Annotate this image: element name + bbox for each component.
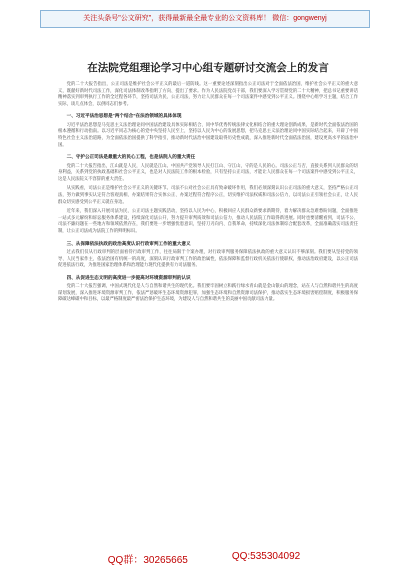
document-title: 在法院党组理论学习中心组专题研讨交流会上的发言	[87, 62, 329, 74]
section-heading: 一、习近平法治思想是“两个结合”在法治领域的具体体现	[66, 113, 182, 119]
paragraph: 党的二十大报告强调，中国式现代化是人与自然和谐共生的现代化。我们要牢固树立和践行绿水青山就是金山银山的理念，站在人与自然和谐共生的高度谋划发展，深入推进环境资源审判工作，依法严惩破坏生态环境资源犯罪，加强生态环境和自然资源司法保护，推动落实生态环境损害赔偿制度，积极服务保障碳达峰碳中和目标，以最严格制度最严密法治保护生态环境，为建设人与自然和谐共生的美丽中国贡献司法力量。	[58, 284, 358, 303]
document-page	[58, 60, 358, 307]
paragraph: 习近平法治思想是马克思主义法治理论同中国法治建设具体实际相结合、同中华优秀传统法律文化相结合的重大理论创新成果，是新时代全面依法治国的根本遵循和行动指南。以习近平同志为核心的党中央坚持人民至上，坚持以人民为中心的发展思想，把马克思主义法治理论同中国实际结合起来，开辟了中国特色社会主义法治道路，为全面依法治国提供了科学指引，推动新时代法治中国建设取得历史性成就，深入推进新时代全面依法治国，建设更高水平的法治中国。	[58, 122, 358, 148]
document-body	[58, 82, 358, 304]
section-heading: 三、从保障依法执政的政治高度认识行政审判工作的重大意义	[66, 240, 191, 246]
section-heading: 四、从促进生态文明的高度进一步提高对环境资源审判的认识	[66, 274, 191, 280]
section-heading: 二、守护公正司法是最重大的民心工程，也是法院人的重大责任	[66, 154, 196, 160]
footer-qq-group: QQ群：30265665	[107, 555, 188, 566]
paragraph: 党的二十大报告指出，公正司法是维护社会公平正义的最后一道防线。这一重要论述深刻指出公正司法对于全面依法治国、维护社会公平正义的重大意义，既献好新时代司法工作，深化司法体制改革指明了方向、提出了要求。作为人民法院党员干部，我们要深入学习贯彻党的二十大精神，把总书记重要讲话精神落实到审判执行工作的全过程各环节，坚持司法为民、公正司法，努力让人民群众在每一个司法案件中感受到公平正义。围绕中心组学习主题，结合工作实际，谈几点体会，以供同志们参考。	[58, 82, 358, 107]
footer-qq: QQ:535304092	[231, 551, 301, 562]
paragraph: 从实践看，司法公正是维护社会公平正义的关键环节。司法不公对社会公正具有致命破坏作用，我们必须深刻认识公正司法的重大意义，坚持严格公正司法，努力做到事实认定符合客观真相、办案结果符合实体公正、办案过程符合程序公正，切实维护司法权威和司法公信力，以司法公正引领社会公正，让人民群众切实感受到公平正义就在身边。	[58, 186, 358, 205]
footer	[0, 551, 408, 565]
paragraph: 近年来，我们深入开展司法为民、公正司法主题实践活动，坚持以人民为中心，积极回应人民群众新要求新期待，着力解决群众急难愁盼问题，全面推进一站式多元解纷和诉讼服务体系建设，持续深化司法公开，努力提升审判质效和司法公信力，推动人民法院工作取得新进展。同时也要清醒看到，司法不公、司法不廉问题在一些地方和领域依然存在，我们要进一步增强忧患意识，坚持刀刃向内、自我革命，持续深化司法体制综合配套改革，全面准确落实司法责任制，让公正司法成为法院工作的鲜明标识。	[58, 209, 358, 234]
paragraph: 党的二十大报告指出，江山就是人民，人民就是江山。中国共产党领导人民打江山、守江山，守的是人民的心。司法公正与否，直接关系到人民群众的切身利益，关系到党的执政基础和社会公平正义，也是对人民法院工作的根本检验，只有坚持公正司法，才能让人民群众在每一个司法案件中感受到公平正义，这是人民法院义不容辞的重大责任。	[58, 163, 358, 182]
promo-banner[interactable]: 关注头条号"公文研究"，获得最新最全最专业的公文资料库！ 微信：gongwenyj	[40, 10, 370, 28]
paragraph: 过去我们仅从行政审判的层面看待行政审判工作，往往局限于个案办理，对行政审判服务保障依法执政的重大意义认识不够深刻。我们要从坚持党的领导、人民当家作主、依法治国有机统一的高度，深刻认识行政审判工作的政治属性，依法保障和监督行政机关依法行使职权，推动法治政府建设，以公正司法促进依法行政，为推进国家治理体系和治理能力现代化提供有力司法服务。	[58, 249, 358, 269]
